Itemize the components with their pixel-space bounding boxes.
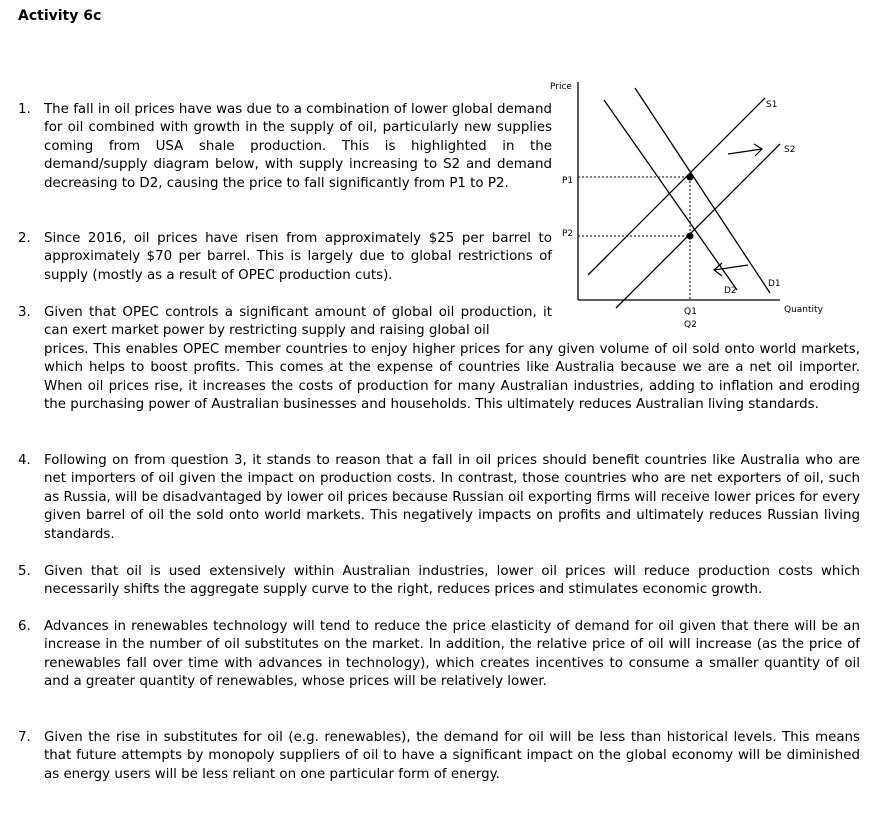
demand-curve-d1 <box>635 88 770 293</box>
question-text: Given the rise in substitutes for oil (e.g. renewables), the demand for oil will be less than historical levels. This means that future attempts by monopoly suppliers of oil to have a significant impact on the global economy will be diminished as energy users will be less reliant on one particular form of energy. <box>44 730 860 782</box>
supply-curve-s2 <box>616 144 780 308</box>
question-number: 6. <box>18 619 31 634</box>
question-text: Advances in renewables technology will tend to reduce the price elasticity of demand for oil given that there will be an increase in the number of oil substitutes on the market. In addition, the relative price of oil will increase (as the price of renewables fall over time with advances in technology), which creates incentives to consume a smaller quantity of oil and a greater quantity of renewables, whose prices will be relatively lower. <box>44 619 860 690</box>
question-number: 1. <box>18 102 31 117</box>
question-text-part-a: Given that OPEC controls a significant amount of global oil production, it can exert market power by restricting supply and raising global oil <box>44 305 552 339</box>
p1-label: P1 <box>562 176 574 186</box>
question-number: 7. <box>18 730 31 745</box>
y-axis-label: Price <box>550 82 572 92</box>
d1-label: D1 <box>768 279 781 289</box>
question-text: Following on from question 3, it stands to reason that a fall in oil prices should benefit countries like Australia who are net importers of oil given the impact on production costs. In contrast, those countries who are net exporters of oil, such as Russia, will be disadvantaged by lower oil prices because Russian oil exporting firms will receive lower prices for every given barrel of oil the sold onto world markets. This negatively impacts on profits and ultimately reduces Russian living standards. <box>44 453 860 542</box>
p2-label: P2 <box>562 229 574 239</box>
s1-label: S1 <box>766 100 778 110</box>
question-text-part-b: prices. This enables OPEC member countries to enjoy higher prices for any given volume of oil sold onto world markets, which helps to boost profits. This comes at the expense of countries like Australia because we are a net oil importer. When oil prices rise, it increases the costs of production for many Australian industries, adding to inflation and eroding the purchasing power of Australian businesses and households. This ultimately reduces Australian living standards. <box>44 342 860 413</box>
page-title: Activity 6c <box>18 8 102 24</box>
s2-label: S2 <box>784 145 796 155</box>
question-text: Since 2016, oil prices have risen from approximately $25 per barrel to approximately $70 per barrel. This is largely due to global restrictions of supply (mostly as a result of OPEC production cuts). <box>44 231 552 283</box>
supply-demand-diagram <box>540 70 840 340</box>
equilibrium-point-1 <box>687 174 694 181</box>
question-number: 3. <box>18 305 31 320</box>
question-text: Given that oil is used extensively within Australian industries, lower oil prices will reduce production costs which necessarily shifts the aggregate supply curve to the right, reduces prices and stimulates economic growth. <box>44 564 860 598</box>
supply-shift-arrow-icon <box>728 144 762 156</box>
demand-shift-arrow-icon <box>714 263 748 276</box>
equilibrium-point-2 <box>687 233 694 240</box>
question-number: 4. <box>18 453 31 468</box>
supply-curve-s1 <box>588 98 765 275</box>
demand-curve-d2 <box>604 100 737 290</box>
q2-label: Q2 <box>684 320 697 330</box>
question-text: The fall in oil prices have was due to a combination of lower global demand for oil combined with growth in the supply of oil, particularly new supplies coming from USA shale production. This is highlighted in the demand/supply diagram below, with supply increasing to S2 and demand decreasing to D2, causing the price to fall significantly from P1 to P2. <box>44 102 552 191</box>
x-axis-label: Quantity <box>784 305 823 315</box>
question-number: 2. <box>18 231 31 246</box>
q1-label: Q1 <box>684 307 697 317</box>
d2-label: D2 <box>724 286 737 296</box>
question-number: 5. <box>18 564 31 579</box>
